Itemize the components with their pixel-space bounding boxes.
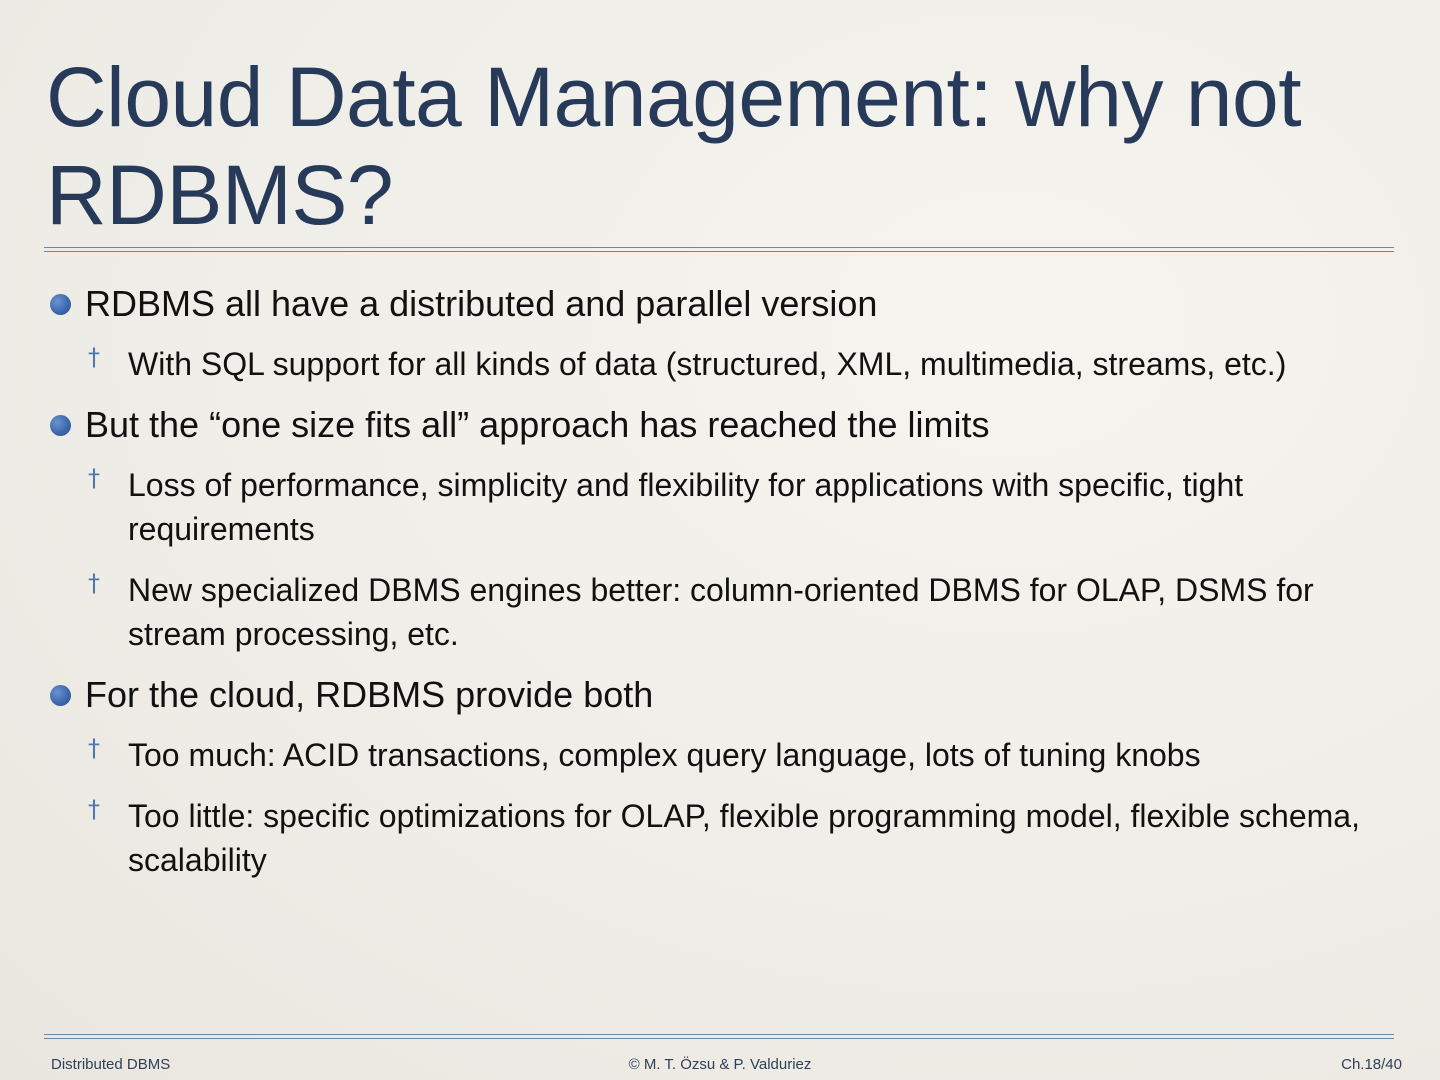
footer-course-name: Distributed DBMS bbox=[51, 1056, 171, 1073]
bullet-list bbox=[50, 282, 1390, 899]
cross-bullet-icon: † bbox=[88, 464, 100, 492]
bullet-point-1 bbox=[50, 282, 1390, 326]
bullet-point-2 bbox=[50, 403, 1390, 447]
bullet-point-2-text: But the “one size fits all” approach has reached the limits bbox=[85, 404, 990, 445]
sub-bullet-2-2 bbox=[50, 568, 1390, 656]
sub-bullet-3-1 bbox=[50, 733, 1390, 777]
footer-divider bbox=[44, 1034, 1394, 1039]
bullet-point-3-text: For the cloud, RDBMS provide both bbox=[85, 674, 654, 715]
sub-bullet-2-2-text: New specialized DBMS engines better: column-oriented DBMS for OLAP, DSMS for stream processing, etc. bbox=[128, 572, 1314, 652]
sub-bullet-1-1 bbox=[50, 342, 1390, 386]
sub-bullet-3-2-text: Too little: specific optimizations for OLAP, flexible programming model, flexible schema, scalability bbox=[128, 798, 1360, 878]
bullet-point-3 bbox=[50, 673, 1390, 717]
circle-bullet-icon bbox=[50, 415, 71, 436]
footer-page-number: Ch.18/40 bbox=[1341, 1056, 1402, 1073]
cross-bullet-icon: † bbox=[88, 343, 100, 371]
footer-copyright: © M. T. Özsu & P. Valduriez bbox=[628, 1056, 812, 1073]
slide-title-line2: RDBMS? bbox=[46, 148, 394, 242]
bullet-point-1-text: RDBMS all have a distributed and parallel version bbox=[85, 283, 878, 324]
circle-bullet-icon bbox=[50, 685, 71, 706]
title-divider bbox=[44, 247, 1394, 252]
sub-bullet-2-1-text: Loss of performance, simplicity and flexibility for applications with specific, tight requirements bbox=[128, 467, 1244, 547]
slide-title bbox=[46, 48, 1406, 244]
sub-bullet-3-2 bbox=[50, 794, 1390, 882]
sub-bullet-2-1 bbox=[50, 463, 1390, 551]
cross-bullet-icon: † bbox=[88, 795, 100, 823]
slide-title-line1: Cloud Data Management: why not bbox=[46, 50, 1302, 144]
circle-bullet-icon bbox=[50, 294, 71, 315]
sub-bullet-1-1-text: With SQL support for all kinds of data (structured, XML, multimedia, streams, etc.) bbox=[128, 346, 1287, 382]
cross-bullet-icon: † bbox=[88, 734, 100, 762]
sub-bullet-3-1-text: Too much: ACID transactions, complex query language, lots of tuning knobs bbox=[128, 737, 1201, 773]
cross-bullet-icon: † bbox=[88, 569, 100, 597]
